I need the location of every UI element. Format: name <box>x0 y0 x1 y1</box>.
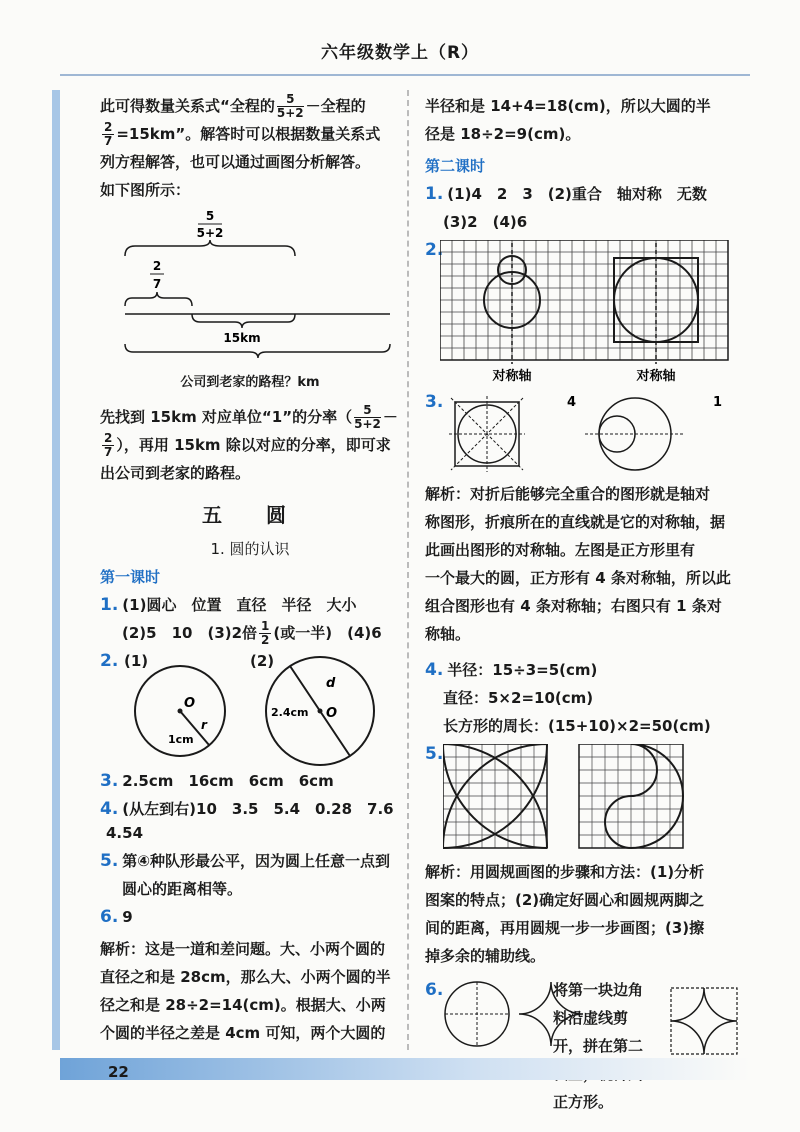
l-q2-label1: (1) <box>124 652 149 670</box>
section-title: 1. 圆的认识 <box>210 540 290 558</box>
intro-line-4: 如下图所示： <box>100 181 191 199</box>
right-column <box>425 92 745 1111</box>
l-q2-block <box>100 647 400 767</box>
r-q3-analysis-1: 解析：对折后能够完全重合的图形就是轴对 <box>425 485 711 503</box>
q3-count-1: 4 <box>567 395 577 410</box>
l-q2-circles <box>130 655 400 767</box>
circle-2-o-label: O <box>326 706 338 721</box>
dashed-frame <box>671 988 737 1054</box>
circle-1-o-label: O <box>184 696 196 711</box>
fraction: $\frac{2}{7}$ <box>104 431 113 459</box>
l-q2-num: 2. <box>100 651 119 671</box>
page-number: 22 <box>108 1063 129 1081</box>
diagram-top-denominator: 5+2 <box>196 226 224 240</box>
r-top-line1: 半径和是 14+4=18(cm)，所以大圆的半 <box>425 97 711 115</box>
r-q3-analysis-5: 组合图形也有 4 条对称轴；右图只有 1 条对 <box>425 597 722 615</box>
footer-band <box>60 1058 750 1080</box>
column-divider <box>407 90 409 1050</box>
r-q6-block <box>425 976 745 1111</box>
r-q3-block <box>425 388 745 480</box>
r-q6-text: 将第一块边角 料沿虚线剪 开，拼在第二 正方形。 <box>553 981 644 1111</box>
fraction: $\frac{5}{5+2}$ <box>354 403 381 431</box>
q3-count-2: 1 <box>713 395 723 410</box>
r-q3-num: 3. <box>425 392 444 412</box>
star-in-square <box>671 988 737 1054</box>
diagram-15km-label: 15km <box>223 331 261 345</box>
r-q5-figures <box>443 744 693 856</box>
r-q4-line1: 4. 半径：15÷3=5(cm) <box>425 660 598 680</box>
diagram-mid-numerator: 2 <box>152 259 162 273</box>
r-q1-line2: (3)2 (4)6 <box>443 213 528 231</box>
r-q5-block <box>425 740 745 858</box>
l-q4-line1: 4. (从左到右)10 3.5 5.4 0.28 7.6 <box>100 799 394 819</box>
l-q1-line2: (2)5 10 (3)2倍 $\frac{1}{2}$ (或一半) (4)6 <box>122 619 382 647</box>
grid-a-lines <box>443 744 547 848</box>
diagram-mid-denominator: 7 <box>152 277 162 291</box>
diagram-top-numerator: 5 <box>205 209 215 223</box>
circle-2-d-label: d <box>326 676 336 691</box>
page-header: 六年级数学上（R） <box>320 43 480 63</box>
diagram-total-brace <box>125 344 390 358</box>
r-q4-line3: 长方形的周长：(15+10)×2=50(cm) <box>443 717 711 735</box>
r-q2-num: 2. <box>425 240 444 260</box>
r-q3-analysis-3: 此画出图形的对称轴。左图是正方形里有 <box>425 541 696 559</box>
l-analysis-line1: 解析：这是一道和差问题。大、小两个圆的 <box>100 940 386 958</box>
left-margin-bar <box>52 90 60 1050</box>
circle-1-length: 1cm <box>168 733 194 746</box>
circle-1-r-label: r <box>201 718 207 732</box>
l-analysis-line2: 直径之和是 28cm，那么大、小两个圆的半 <box>100 968 391 986</box>
r-q2-grid-figure <box>440 240 745 388</box>
lesson-1-heading: 第一课时 <box>100 568 161 586</box>
l-q2-label2: (2) <box>250 652 275 670</box>
l-analysis-line3: 径之和是 28÷2=14(cm)。根据大、小两 <box>100 996 386 1014</box>
diagram-15km-brace <box>192 314 295 328</box>
left-column <box>100 92 400 1047</box>
after-line-2: $\frac{2}{7}$ ），再用 15km 除以对应的分率，即可求 <box>104 431 391 459</box>
intro-line-3: 列方程解答，也可以通过画图分析解答。 <box>100 153 371 171</box>
sq-axes <box>449 396 525 472</box>
intro-line-1: 此可得数量关系式“全程的 $\frac{5}{5+2}$ －全程的 <box>100 92 366 120</box>
intro-line-2: $\frac{2}{7}$ =15km”。解答时可以根据数量关系式 <box>104 120 381 148</box>
r-q3-figures <box>445 392 735 478</box>
circle-2-length: 2.4cm <box>271 706 309 719</box>
after-line-1: 先找到 15km 对应单位“1”的分率（ $\frac{5}{5+2}$ － <box>100 403 398 431</box>
lesson-2-heading: 第二课时 <box>425 157 486 175</box>
axis-2-label: 对称轴 <box>636 369 676 384</box>
r-q3-analysis-2: 称图形，折痕所在的直线就是它的对称轴，据 <box>425 513 726 531</box>
l-q4-line2: 4.54 <box>106 824 144 842</box>
r-q2-block <box>425 236 745 388</box>
l-q6: 6. 9 <box>100 907 133 927</box>
chapter-title: 五 圆 <box>202 503 298 527</box>
r-top-line2: 径是 18÷2=9(cm)。 <box>425 125 581 143</box>
distance-diagram <box>100 204 400 364</box>
r-q6-num: 6. <box>425 980 444 1000</box>
header-rule <box>60 74 750 76</box>
fraction: $\frac{2}{7}$ <box>104 120 113 148</box>
r-q5-analysis-3: 间的距离，再用圆规一步一步画图；(3)擦 <box>425 919 705 937</box>
fraction: $\frac{5}{5+2}$ <box>276 92 304 120</box>
r-q5-analysis-4: 掉多余的辅助线。 <box>425 947 546 965</box>
r-q3-analysis-6: 称轴。 <box>425 625 471 643</box>
r-q4-line2: 直径：5×2=10(cm) <box>443 689 594 707</box>
l-q3: 3. 2.5cm 16cm 6cm 6cm <box>100 771 334 791</box>
l-q5-line1: 5. 第④种队形最公平，因为圆上任意一点到 <box>100 851 390 871</box>
r-q5-analysis-1: 解析：用圆规画图的步骤和方法：(1)分析 <box>425 863 705 881</box>
l-analysis-line4: 个圆的半径之差是 4cm 可知，两个大圆的 <box>100 1024 386 1042</box>
after-line-3: 出公司到老家的路程。 <box>100 464 251 482</box>
fraction: $\frac{1}{2}$ <box>261 619 270 647</box>
diagram-question: 公司到老家的路程？km <box>180 375 320 390</box>
axis-1-label: 对称轴 <box>492 369 532 384</box>
l-q1-line1: 1. (1)圆心 位置 直径 半径 大小 <box>100 595 357 615</box>
diagram-mid-brace <box>125 292 192 306</box>
r-q5-num: 5. <box>425 744 444 764</box>
r-q6-dashed-square <box>669 986 741 1058</box>
r-q1-line1: 1. (1)4 2 3 (2)重合 轴对称 无数 <box>425 184 707 204</box>
diagram-top-brace <box>125 240 295 256</box>
r-q5-analysis-2: 图案的特点；(2)确定好圆心和圆规两脚之 <box>425 891 705 909</box>
r-q3-analysis-4: 一个最大的圆，正方形有 4 条对称轴，所以此 <box>425 569 731 587</box>
l-q5-line2: 圆心的距离相等。 <box>122 880 243 898</box>
